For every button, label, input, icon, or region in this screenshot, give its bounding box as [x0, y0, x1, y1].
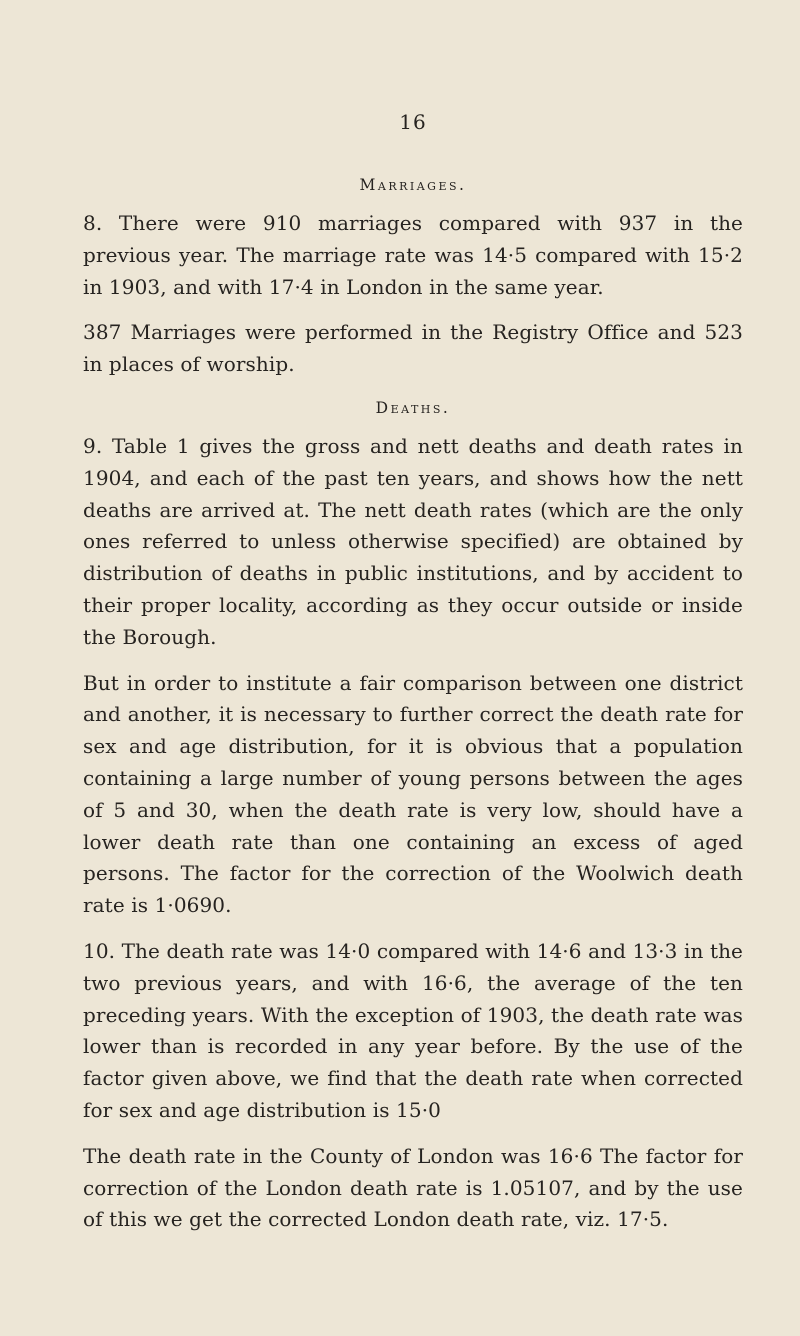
paragraph-deaths-london: The death rate in the County of London was 16·6 The factor for correction of the London death rate is 1.05107, and by the use of this we get the corrected London death rate, viz. 17·5.: [83, 1143, 743, 1232]
section-heading-marriages: Marriages.: [359, 176, 467, 194]
paragraph-deaths-9: 9. Table 1 gives the gross and nett deaths and death rates in 1904, and each of the past ten years, and shows how the nett deaths are arrived at. The nett death rates (which are the only ones referred to unless otherwise specified) are obtained by distribution of deaths in public institutions, and by accident to their proper locality, according as they occur outside or inside the Borough.: [83, 433, 743, 649]
page-number: 16: [399, 110, 427, 134]
paragraph-deaths-comparison: But in order to institute a fair comparison between one district and another, it is necessary to further correct the death rate for sex and age distribution, for it is obvious that a population containing a large number of young persons between the ages of 5 and 30, when the death rate is very low, should have a lower death rate than one containing an excess of aged persons. The factor for the correction of the Woolwich death rate is 1·0690.: [83, 670, 743, 918]
paragraph-deaths-10: 10. The death rate was 14·0 compared with 14·6 and 13·3 in the two previous years, and with 16·6, the average of the ten preceding years. With the exception of 1903, the death rate was lower than is recorded in any year before. By the use of the factor given above, we find that the death rate when corrected for sex and age distribution is 15·0: [83, 938, 743, 1122]
document-page: [83, 110, 743, 1250]
paragraph-marriages-registry: 387 Marriages were performed in the Registry Office and 523 in places of worship.: [83, 320, 743, 377]
paragraph-marriages-8: 8. There were 910 marriages compared with 937 in the previous year. The marriage rate was 14·5 compared with 15·2 in 1903, and with 17·4 in London in the same year.: [83, 211, 743, 299]
section-heading-deaths: Deaths.: [375, 398, 451, 417]
